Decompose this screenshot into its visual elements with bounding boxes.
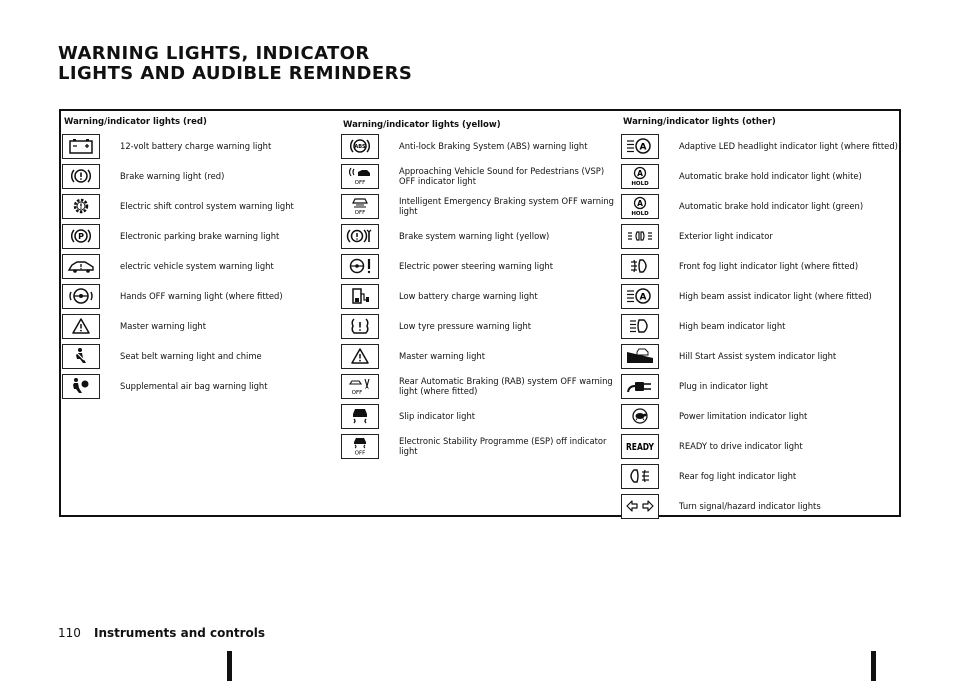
svg-text:OFF: OFF xyxy=(354,450,366,457)
list-item xyxy=(341,341,620,371)
list-item xyxy=(341,161,620,191)
list-item xyxy=(621,251,901,281)
list-item-label: 12-volt battery charge warning light xyxy=(120,140,272,151)
list-item-label: Intelligent Emergency Braking system OFF warning light xyxy=(399,195,614,216)
list-item-label: Automatic brake hold indicator light (green) xyxy=(679,200,864,211)
list-item xyxy=(621,191,901,221)
parking-brake-icon xyxy=(62,224,100,249)
list-item xyxy=(341,401,620,431)
list-item-label: Seat belt warning light and chime xyxy=(120,350,262,361)
svg-text:OFF: OFF xyxy=(354,180,366,186)
vsp-off-icon xyxy=(341,164,379,189)
list-item xyxy=(341,371,620,401)
svg-text:OFF: OFF xyxy=(351,390,363,396)
page-footer xyxy=(58,626,265,640)
warning-lights-table xyxy=(59,109,901,517)
list-item-label: Rear Automatic Braking (RAB) system OFF warning light (where fitted) xyxy=(399,375,613,396)
list-item xyxy=(341,251,620,281)
plug-in-icon xyxy=(621,374,659,399)
ready-icon xyxy=(621,434,659,459)
list-item xyxy=(62,341,341,371)
right-edge-bar xyxy=(871,651,876,681)
list-item xyxy=(621,491,901,521)
list-item-label: Hill Start Assist system indicator light xyxy=(679,350,837,361)
list-item xyxy=(341,191,620,221)
column-yellow xyxy=(341,115,620,461)
battery-icon xyxy=(62,134,100,159)
brake-warning-icon xyxy=(62,164,100,189)
left-edge-bar xyxy=(227,651,232,681)
list-item-label: Rear fog light indicator light xyxy=(679,470,797,481)
seat-belt-icon xyxy=(62,344,100,369)
list-item xyxy=(621,461,901,491)
list-item-label: Electric power steering warning light xyxy=(399,260,554,271)
list-item xyxy=(621,341,901,371)
svg-text:HOLD: HOLD xyxy=(631,181,649,187)
list-item xyxy=(621,311,901,341)
list-item-label: Power limitation indicator light xyxy=(679,410,808,421)
auto-hold-icon xyxy=(621,164,659,189)
power-steering-warning-icon xyxy=(341,254,379,279)
column-red xyxy=(62,115,341,401)
list-item xyxy=(62,251,341,281)
list-item xyxy=(62,221,341,251)
column-header-yellow: Warning/indicator lights (yellow) xyxy=(343,120,501,130)
list-item-label: Slip indicator light xyxy=(399,410,476,421)
list-item-label: Adaptive LED headlight indicator light (where fitted) xyxy=(679,140,898,151)
esp-off-icon xyxy=(341,434,379,459)
list-item xyxy=(341,311,620,341)
page-title xyxy=(58,44,412,84)
list-item-label: Anti-lock Braking System (ABS) warning light xyxy=(399,140,588,151)
list-item-label: Supplemental air bag warning light xyxy=(120,380,268,391)
airbag-icon xyxy=(62,374,100,399)
turn-signal-icon xyxy=(621,494,659,519)
list-item-label: High beam assist indicator light (where fitted) xyxy=(679,290,872,301)
list-item-label: Low battery charge warning light xyxy=(399,290,538,301)
list-item xyxy=(621,431,901,461)
list-item xyxy=(621,221,901,251)
list-item xyxy=(341,281,620,311)
list-item xyxy=(62,311,341,341)
page-title-line-2: LIGHTS AND AUDIBLE REMINDERS xyxy=(58,63,413,84)
svg-text:A: A xyxy=(639,292,647,303)
list-item xyxy=(62,191,341,221)
list-item xyxy=(62,281,341,311)
list-item-label: Exterior light indicator xyxy=(679,230,773,241)
list-item xyxy=(62,131,341,161)
power-limitation-turtle-icon xyxy=(621,404,659,429)
section-name: Instruments and controls xyxy=(94,626,266,640)
list-item-label: READY to drive indicator light xyxy=(679,440,803,451)
list-item-label: Front fog light indicator light (where fitted) xyxy=(679,260,859,271)
list-item-label: Automatic brake hold indicator light (white) xyxy=(679,170,862,181)
svg-text:P: P xyxy=(78,232,84,241)
svg-text:A: A xyxy=(365,385,369,391)
list-item xyxy=(62,371,341,401)
page-number: 110 xyxy=(58,626,81,640)
list-item-label: Electric shift control system warning light xyxy=(120,200,294,211)
list-item xyxy=(621,401,901,431)
list-item-label: Master warning light xyxy=(399,350,486,361)
brake-system-wrench-icon xyxy=(341,224,379,249)
list-item-label: Master warning light xyxy=(120,320,207,331)
tyre-pressure-icon xyxy=(341,314,379,339)
high-beam-icon xyxy=(621,314,659,339)
list-item-label: Plug in indicator light xyxy=(679,380,769,391)
list-item xyxy=(621,371,901,401)
list-item-label: Approaching Vehicle Sound for Pedestrians (VSP) OFF indicator light xyxy=(399,165,605,186)
column-header-red: Warning/indicator lights (red) xyxy=(64,117,207,127)
list-item xyxy=(62,161,341,191)
page-title-line-1: WARNING LIGHTS, INDICATOR xyxy=(58,43,370,64)
list-item-label: Electronic parking brake warning light xyxy=(120,230,280,241)
list-item-label: electric vehicle system warning light xyxy=(120,260,274,271)
list-item xyxy=(341,131,620,161)
list-item xyxy=(341,221,620,251)
hill-start-icon xyxy=(621,344,659,369)
list-item xyxy=(341,431,620,461)
emergency-braking-off-icon xyxy=(341,194,379,219)
list-item-label: Brake warning light (red) xyxy=(120,170,225,181)
list-item xyxy=(621,161,901,191)
list-item xyxy=(621,281,901,311)
rear-fog-light-icon xyxy=(621,464,659,489)
front-fog-light-icon xyxy=(621,254,659,279)
hands-off-steering-icon xyxy=(62,284,100,309)
master-warning-triangle-icon xyxy=(341,344,379,369)
list-item-label: High beam indicator light xyxy=(679,320,786,331)
master-warning-triangle-icon xyxy=(62,314,100,339)
svg-text:ABS: ABS xyxy=(354,144,366,150)
svg-text:A: A xyxy=(637,199,643,208)
svg-text:A: A xyxy=(639,142,647,153)
column-header-other: Warning/indicator lights (other) xyxy=(623,117,776,127)
ev-car-warning-icon xyxy=(62,254,100,279)
svg-text:OFF: OFF xyxy=(354,210,366,216)
svg-text:A: A xyxy=(637,169,643,178)
low-battery-plug-icon xyxy=(341,284,379,309)
list-item-label: Turn signal/hazard indicator lights xyxy=(679,500,821,511)
abs-icon xyxy=(341,134,379,159)
list-item-label: Low tyre pressure warning light xyxy=(399,320,532,331)
auto-hold-icon xyxy=(621,194,659,219)
column-other xyxy=(621,115,901,521)
list-item-label: Brake system warning light (yellow) xyxy=(399,230,550,241)
gear-warning-icon xyxy=(62,194,100,219)
list-item-label: Hands OFF warning light (where fitted) xyxy=(120,290,283,301)
svg-text:READY: READY xyxy=(626,442,655,453)
rear-braking-off-icon xyxy=(341,374,379,399)
exterior-light-icon xyxy=(621,224,659,249)
slip-indicator-icon xyxy=(341,404,379,429)
adaptive-headlight-icon xyxy=(621,134,659,159)
list-item-label: Electronic Stability Programme (ESP) off indicator light xyxy=(399,435,607,456)
list-item xyxy=(621,131,901,161)
svg-text:HOLD: HOLD xyxy=(631,211,649,217)
high-beam-assist-icon xyxy=(621,284,659,309)
